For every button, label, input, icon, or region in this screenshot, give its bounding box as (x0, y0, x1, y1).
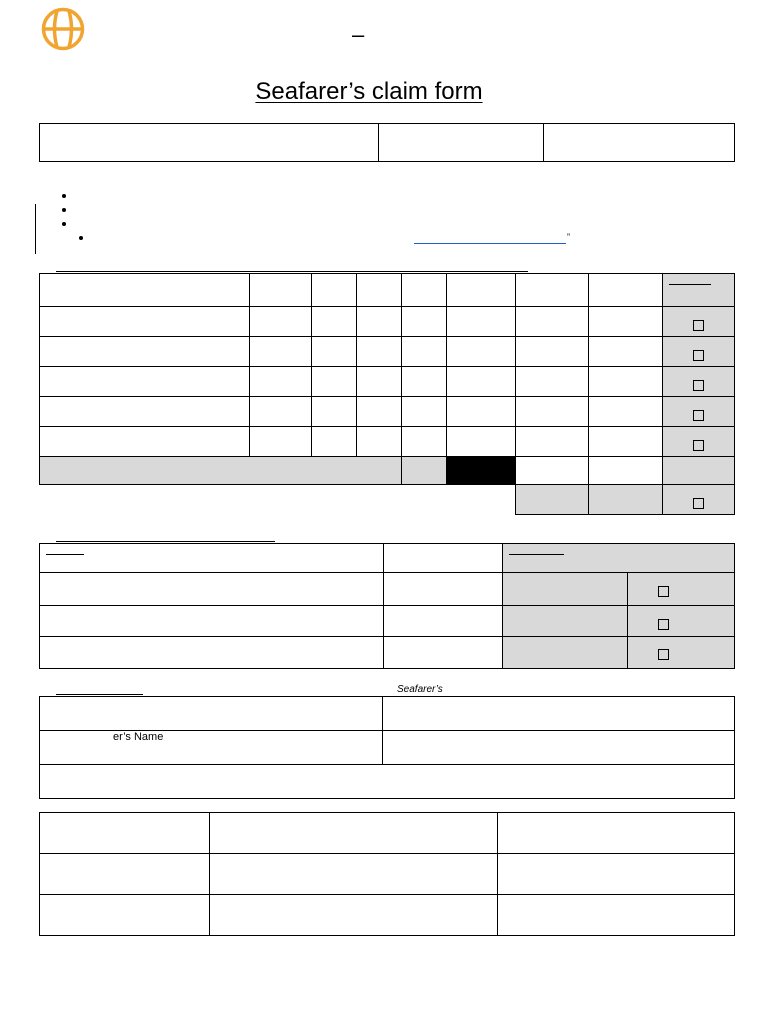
seafarer-name-label: er’s Name (113, 731, 164, 743)
claims-heading-underline (56, 271, 528, 272)
company-logo-icon (40, 6, 86, 52)
column-heading-underline (46, 554, 84, 555)
section2-heading-underline (56, 541, 275, 542)
claim-row-3-checkbox[interactable] (693, 380, 704, 391)
seafarer-heading: Seafarer’s (397, 684, 443, 695)
margin-bar (35, 204, 36, 254)
bullet-point (62, 194, 66, 198)
claim-total-checkbox[interactable] (693, 498, 704, 509)
header-dash: – (352, 22, 365, 47)
info-field-1[interactable] (40, 124, 378, 161)
claim-row-1-checkbox[interactable] (693, 320, 704, 331)
column-heading-underline (669, 284, 711, 285)
seafarer-field-1[interactable] (383, 697, 734, 730)
info-field-3[interactable] (544, 124, 734, 161)
blacked-out-cell (446, 456, 516, 484)
section2-row-2-checkbox[interactable] (658, 619, 669, 630)
closing-quote: ” (567, 232, 570, 242)
seafarer-name-field[interactable] (383, 731, 734, 764)
seafarer-field-3[interactable] (40, 765, 734, 798)
claim-row-2-checkbox[interactable] (693, 350, 704, 361)
column-heading-underline (509, 554, 564, 555)
section2-row-3-checkbox[interactable] (658, 649, 669, 660)
bullet-point (79, 236, 83, 240)
claim-row-4-checkbox[interactable] (693, 410, 704, 421)
section2-row-1-checkbox[interactable] (658, 586, 669, 597)
section3-heading-underline (56, 694, 143, 695)
bullet-point (62, 222, 66, 226)
bullet-point (62, 208, 66, 212)
info-field-2[interactable] (379, 124, 543, 161)
claim-row-5-checkbox[interactable] (693, 440, 704, 451)
form-title: Seafarer’s claim form (255, 78, 483, 105)
email-link[interactable] (414, 243, 566, 244)
